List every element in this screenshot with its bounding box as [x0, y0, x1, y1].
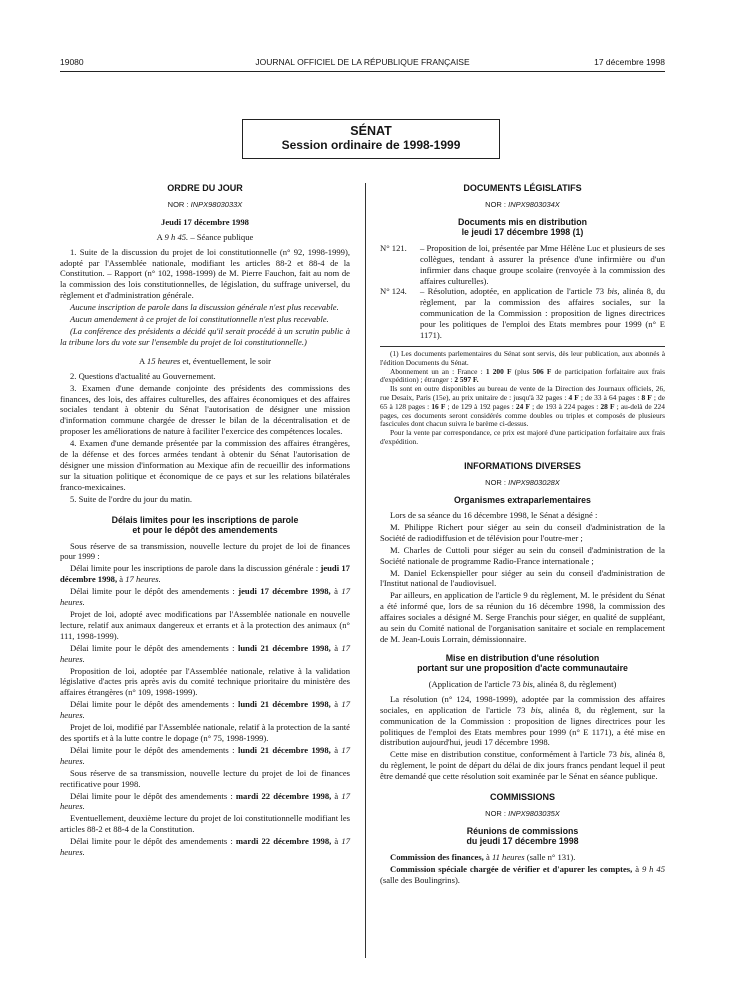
org-para-3: M. Charles de Cuttoli pour siéger au sein du conseil d'administration de la Société nationale de programme Radio-France internationale ; — [380, 544, 665, 566]
ordre-du-jour-title: ORDRE DU JOUR — [167, 183, 243, 193]
delai-para-3 — [60, 586, 350, 608]
delai-time: 17 heures. — [60, 586, 350, 608]
header-rule — [60, 71, 665, 72]
info-nor-line — [380, 478, 665, 489]
comm-nor-line — [380, 809, 665, 820]
fn-price: 4 F — [568, 392, 579, 402]
info-title: INFORMATIONS DIVERSES — [464, 460, 581, 471]
org-para-1: Lors de sa séance du 16 décembre 1998, le Sénat a désigné : — [390, 510, 598, 521]
nor-prefix: NOR : — [485, 199, 507, 209]
delai-time: 17 heures. — [60, 790, 350, 812]
fn-text: de participation forfaitaire aux frais d'expédition) ; étranger : — [380, 366, 665, 385]
commission-text: à — [632, 863, 642, 874]
delai-date: jeudi 17 décembre 1998, — [60, 563, 350, 585]
delai-time: 17 heures. — [60, 744, 350, 766]
delai-date: lundi 21 décembre 1998, — [237, 699, 331, 710]
delai-para-5 — [60, 643, 350, 665]
fn-text: ; de 33 à 64 pages : — [578, 392, 642, 402]
delai-para-13 — [60, 836, 350, 858]
delai-para-2 — [60, 563, 350, 585]
commission-speciale — [380, 864, 665, 886]
document-text-part: – Résolution, adoptée, en application de l'article 73 — [420, 286, 608, 297]
delai-text: à — [331, 790, 342, 801]
resolution-para-2 — [380, 749, 665, 782]
footnote-rule — [380, 346, 665, 347]
application-line — [380, 679, 665, 690]
agenda-note-1: Aucune inscription de parole dans la discussion générale n'est plus recevable. — [70, 302, 339, 313]
nor-code: INPX9803035X — [508, 808, 560, 818]
footnote-3 — [380, 385, 665, 429]
resolution-para-1 — [380, 694, 665, 749]
morning-time: 9 h 45. — [164, 231, 189, 242]
fn-price: 2 597 F. — [454, 375, 479, 385]
page-header — [60, 57, 665, 71]
nor-prefix: NOR : — [485, 808, 507, 818]
org-para-2: M. Philippe Richert pour siéger au sein du conseil d'administration de la Société de radiodiffusion et de télévision pour l'outre-mer ; — [380, 521, 665, 543]
delai-text: à — [330, 586, 342, 597]
docs-subtitle — [380, 217, 665, 238]
commission-time: 11 heures — [491, 851, 525, 862]
banner-title: SÉNAT — [350, 124, 392, 138]
delai-para-10: Sous réserve de sa transmission, nouvelle lecture du projet de loi de finances rectificative pour 1998. — [60, 767, 350, 789]
footnote-2 — [380, 368, 665, 386]
nor-prefix: NOR : — [485, 477, 507, 487]
fn-text: ; au-delà de 224 pages, ces documents seront considérés comme doubles ou triples et composés de plusieurs fascicules dont chacun suivra le barème ci-dessus. — [380, 401, 665, 429]
delai-text: à — [330, 699, 342, 710]
document-number: N° 124. — [380, 286, 407, 297]
nor-code: INPX9803034X — [508, 199, 560, 209]
morning-prefix: A — [156, 231, 165, 242]
delai-date: mardi 22 décembre 1998, — [235, 790, 332, 801]
mise-title-line-2: portant sur une proposition d'acte communautaire — [417, 663, 628, 674]
mise-title-line-1: Mise en distribution d'une résolution — [445, 652, 600, 663]
delai-text: Délai limite pour le dépôt des amendements : — [70, 642, 238, 653]
res-text: alinéa 8, du règlement, sur la communication de la Commission : proposition de lignes directrices pour les politiques de l'emploi des Etats membres pour 1999 (n° E 1171), a été mise en distribution aujourd'hui, jeudi 17 décembre 1998. — [380, 704, 665, 748]
delai-date: lundi 21 décembre 1998, — [237, 744, 331, 755]
agenda-note-2: Aucun amendement à ce projet de loi constitutionnelle n'est plus recevable. — [70, 314, 329, 325]
agenda-note-3: (La conférence des présidents a décidé qu'il serait procédé à un scrutin public à la tribune lors du vote sur l'ensemble du projet de loi constitutionnelle.) — [60, 325, 350, 347]
column-divider — [365, 183, 366, 958]
fn-price: 8 F — [641, 392, 652, 402]
org-para-4: M. Daniel Eckenspieller pour siéger au sein du conseil d'administration de l'Institut national de l'audiovisuel. — [380, 567, 665, 589]
spacer — [380, 447, 665, 453]
afternoon-prefix: A — [139, 355, 147, 366]
delai-text: Délai limite pour le dépôt des amendements : — [70, 790, 236, 801]
delais-title-line-1: Délais limites pour les inscriptions de parole — [111, 514, 299, 525]
fn-price: 16 F — [431, 401, 446, 411]
document-number: N° 121. — [380, 242, 407, 253]
sitting-day: Jeudi 17 décembre 1998 — [161, 216, 249, 227]
banner-subtitle: Session ordinaire de 1998-1999 — [281, 138, 461, 152]
app-italic: bis, — [522, 678, 535, 689]
res-text: alinéa 8, du règlement, le point de départ du délai de dix jours francs pendant lequel il peut être demandé que cette résolution soit examinée par le Sénat en séance publique. — [380, 749, 665, 782]
afternoon-sitting — [60, 356, 350, 367]
nor-prefix: NOR : — [167, 199, 189, 209]
commission-time: 9 h 45 — [641, 863, 665, 874]
commission-name: Commission spéciale chargée de vérifier et d'apurer les comptes, — [390, 863, 633, 874]
agenda-item-4: 4. Examen d'une demande présentée par la commission des affaires étrangères, de la défense et des forces armées tendant à obtenir du Sénat l'autorisation de désigner une mission d'information au Mexique afin de recueillir des informations sur la situation politique et économique de ce pays et sur les relations bilatérales franco-mexicaines. — [60, 438, 350, 492]
delais-title-line-2: et pour le dépôt des amendements — [132, 525, 278, 536]
res-italic: bis, — [619, 749, 633, 760]
commission-name: Commission des finances, — [390, 851, 484, 862]
footnote-4: Pour la vente par correspondance, ce prix est majoré d'une participation forfaitaire aux frais d'expédition. — [380, 428, 665, 446]
fn-text: Ils sont en outre disponibles au bureau de vente de la Direction des Journaux officiels, 26, rue Desaix, Paris (15e), au prix unitaire de : jusqu'à 32 pages : — [380, 384, 665, 402]
fn-price: 1 200 F — [485, 366, 512, 376]
document-text — [420, 286, 665, 341]
delai-time: 17 heures. — [60, 836, 350, 858]
delai-para-6: Proposition de loi, adoptée par l'Assemblée nationale, relative à la validation législative d'actes pris après avis du comité technique prioritaire du ministère des affaires étrangères (n° 109, 1998-1999). — [60, 665, 350, 698]
agenda-item-1: 1. Suite de la discussion du projet de loi constitutionnelle (n° 92, 1998-1999), adopté par l'Assemblée nationale, modifiant les articles 88-2 et 88-4 de la Constitution. – Rapport (n° 102, 1998-1999) de M. Pierre Fauchon, fait au nom de la commission des lois constitutionnelles, de législation, du suffrage universel, du règlement et d'administration générale. — [60, 246, 350, 301]
document-124 — [380, 286, 665, 341]
fn-text: ; de 65 à 128 pages : — [380, 392, 665, 411]
delai-date: jeudi 17 décembre 1998, — [238, 586, 331, 597]
nor-code: INPX9803028X — [508, 477, 560, 487]
nor-code: INPX9803033X — [190, 199, 243, 209]
senat-banner — [242, 119, 500, 159]
delai-time: 17 heures. — [60, 699, 350, 721]
document-text: – Proposition de loi, présentée par Mme Hélène Luc et plusieurs de ses collègues, tendant à assurer la présence d'une infirmière ou d'un infirmier dans chaque groupe scolaire (renvoyée à la commission des affaires culturelles). — [420, 242, 665, 286]
delai-text: à — [330, 642, 342, 653]
delai-text: Délai limite pour le dépôt des amendements : — [70, 699, 238, 710]
document-121 — [380, 243, 665, 287]
page-number: 19080 — [60, 57, 84, 67]
delai-para-7 — [60, 699, 350, 721]
org-para-5: Par ailleurs, en application de l'article 9 du règlement, M. le président du Sénat a été informé que, lors de sa réunion du 16 décembre 1998, la commission des affaires sociales a désigné M. Serge Franchis pour siéger, en qualité de suppléant, au sein du Comité national de l'organisation sanitaire et sociale en remplacement de M. Jean-Louis Lorrain, démissionnaire. — [380, 590, 665, 645]
agenda-item-5: 5. Suite de l'ordre du jour du matin. — [70, 493, 193, 504]
footnote-block — [380, 350, 665, 447]
app-text: alinéa 8, du règlement) — [534, 678, 617, 689]
nor-line — [60, 200, 350, 211]
document-text-italic: bis, — [607, 286, 620, 297]
delai-date: mardi 22 décembre 1998, — [235, 836, 332, 847]
delai-text: à — [117, 574, 126, 585]
afternoon-label: et, éventuellement, le soir — [180, 355, 271, 366]
fn-price: 28 F — [600, 401, 615, 411]
afternoon-time: 15 heures — [146, 355, 181, 366]
delai-para-12: Eventuellement, deuxième lecture du projet de loi constitutionnelle modifiant les articles 88-2 et 88-4 de la Constitution. — [60, 813, 350, 835]
delai-text: Délai limite pour le dépôt des amendements : — [70, 586, 239, 597]
fn-price: 24 F — [515, 401, 530, 411]
commission-room: (salle des Boulingrins). — [380, 874, 460, 885]
delai-text: à — [330, 744, 342, 755]
issue-date: 17 décembre 1998 — [594, 57, 665, 67]
reunions-title — [380, 826, 665, 847]
journal-title: JOURNAL OFFICIEL DE LA RÉPUBLIQUE FRANÇAISE — [255, 57, 470, 67]
res-text: Cette mise en distribution constitue, conformément à l'article 73 — [390, 749, 620, 760]
commission-text: à — [483, 851, 492, 862]
res-italic: bis, — [530, 704, 544, 715]
commission-finances — [380, 852, 665, 863]
delai-para-4: Projet de loi, adopté avec modifications par l'Assemblée nationale en nouvelle lecture, relatif aux animaux dangereux et errants et à la protection des animaux (n° 111, 1998-1999). — [60, 609, 350, 641]
delais-title — [60, 515, 350, 536]
res-text: La résolution (n° 124, 1998-1999), adoptée par la commission des affaires sociales, en application de l'article 73 — [380, 693, 665, 715]
mise-title — [380, 653, 665, 674]
docs-subtitle-line-1: Documents mis en distribution — [457, 216, 588, 227]
agenda-item-3: 3. Examen d'une demande conjointe des présidents des commissions des finances, des lois, des affaires culturelles, des affaires économiques et des affaires sociales tendant à obtenir du Sénat l'autorisation de désigner une mission d'information commune chargée de dresser le bilan de la décentralisation et de proposer les améliorations de nature à faciliter l'exercice des compétences locales. — [60, 382, 350, 437]
delai-date: lundi 21 décembre 1998, — [237, 642, 331, 653]
fn-text: ; de 129 à 192 pages : — [445, 401, 516, 411]
fn-text: ; de 193 à 224 pages : — [529, 401, 601, 411]
app-text: (Application de l'article 73 — [428, 678, 523, 689]
delai-para-1: Sous réserve de sa transmission, nouvelle lecture du projet de loi de finances pour 1999 : — [60, 540, 350, 562]
delai-para-8: Projet de loi, modifié par l'Assemblée nationale, relatif à la protection de la santé des sportifs et à la lutte contre le dopage (n° 75, 1998-1999). — [60, 722, 350, 743]
delai-text: Délai limite pour les inscriptions de parole dans la discussion générale : — [70, 563, 321, 574]
left-column — [60, 183, 350, 859]
docs-nor-line — [380, 200, 665, 211]
delai-para-11 — [60, 791, 350, 813]
delai-text: à — [331, 836, 342, 847]
morning-label: – Séance publique — [188, 231, 254, 242]
delai-text: Délai limite pour le dépôt des amendements : — [70, 836, 236, 847]
delai-para-9 — [60, 745, 350, 767]
fn-price: 506 F — [532, 366, 552, 376]
commission-room: (salle n° 131). — [524, 851, 576, 862]
reunions-title-line-2: du jeudi 17 décembre 1998 — [466, 836, 579, 847]
morning-sitting — [60, 232, 350, 243]
footnote-1: (1) Les documents parlementaires du Sénat sont servis, dès leur publication, aux abonnés à l'édition Documents du Sénat. — [380, 348, 665, 367]
docs-title: DOCUMENTS LÉGISLATIFS — [463, 183, 582, 193]
reunions-title-line-1: Réunions de commissions — [466, 825, 579, 836]
delai-text: Délai limite pour le dépôt des amendements : — [70, 744, 238, 755]
right-column — [380, 183, 665, 887]
agenda-item-2: 2. Questions d'actualité au Gouvernement. — [70, 370, 216, 381]
docs-subtitle-line-2: le jeudi 17 décembre 1998 (1) — [461, 227, 584, 238]
document-text-part: alinéa 8, du règlement, par la commission des affaires sociales, sur la communication de la Commission : proposition de lignes directrices pour les politiques de l'emploi des Etats membres pour 1999 (n° E 1171). — [420, 286, 665, 341]
fn-text: (plus — [511, 366, 533, 376]
commissions-title: COMMISSIONS — [489, 792, 555, 803]
delai-time: 17 heures. — [125, 574, 161, 585]
org-title: Organismes extraparlementaires — [454, 494, 591, 505]
delai-time: 17 heures. — [60, 642, 350, 664]
fn-text: Abonnement un an : France : — [390, 366, 486, 376]
